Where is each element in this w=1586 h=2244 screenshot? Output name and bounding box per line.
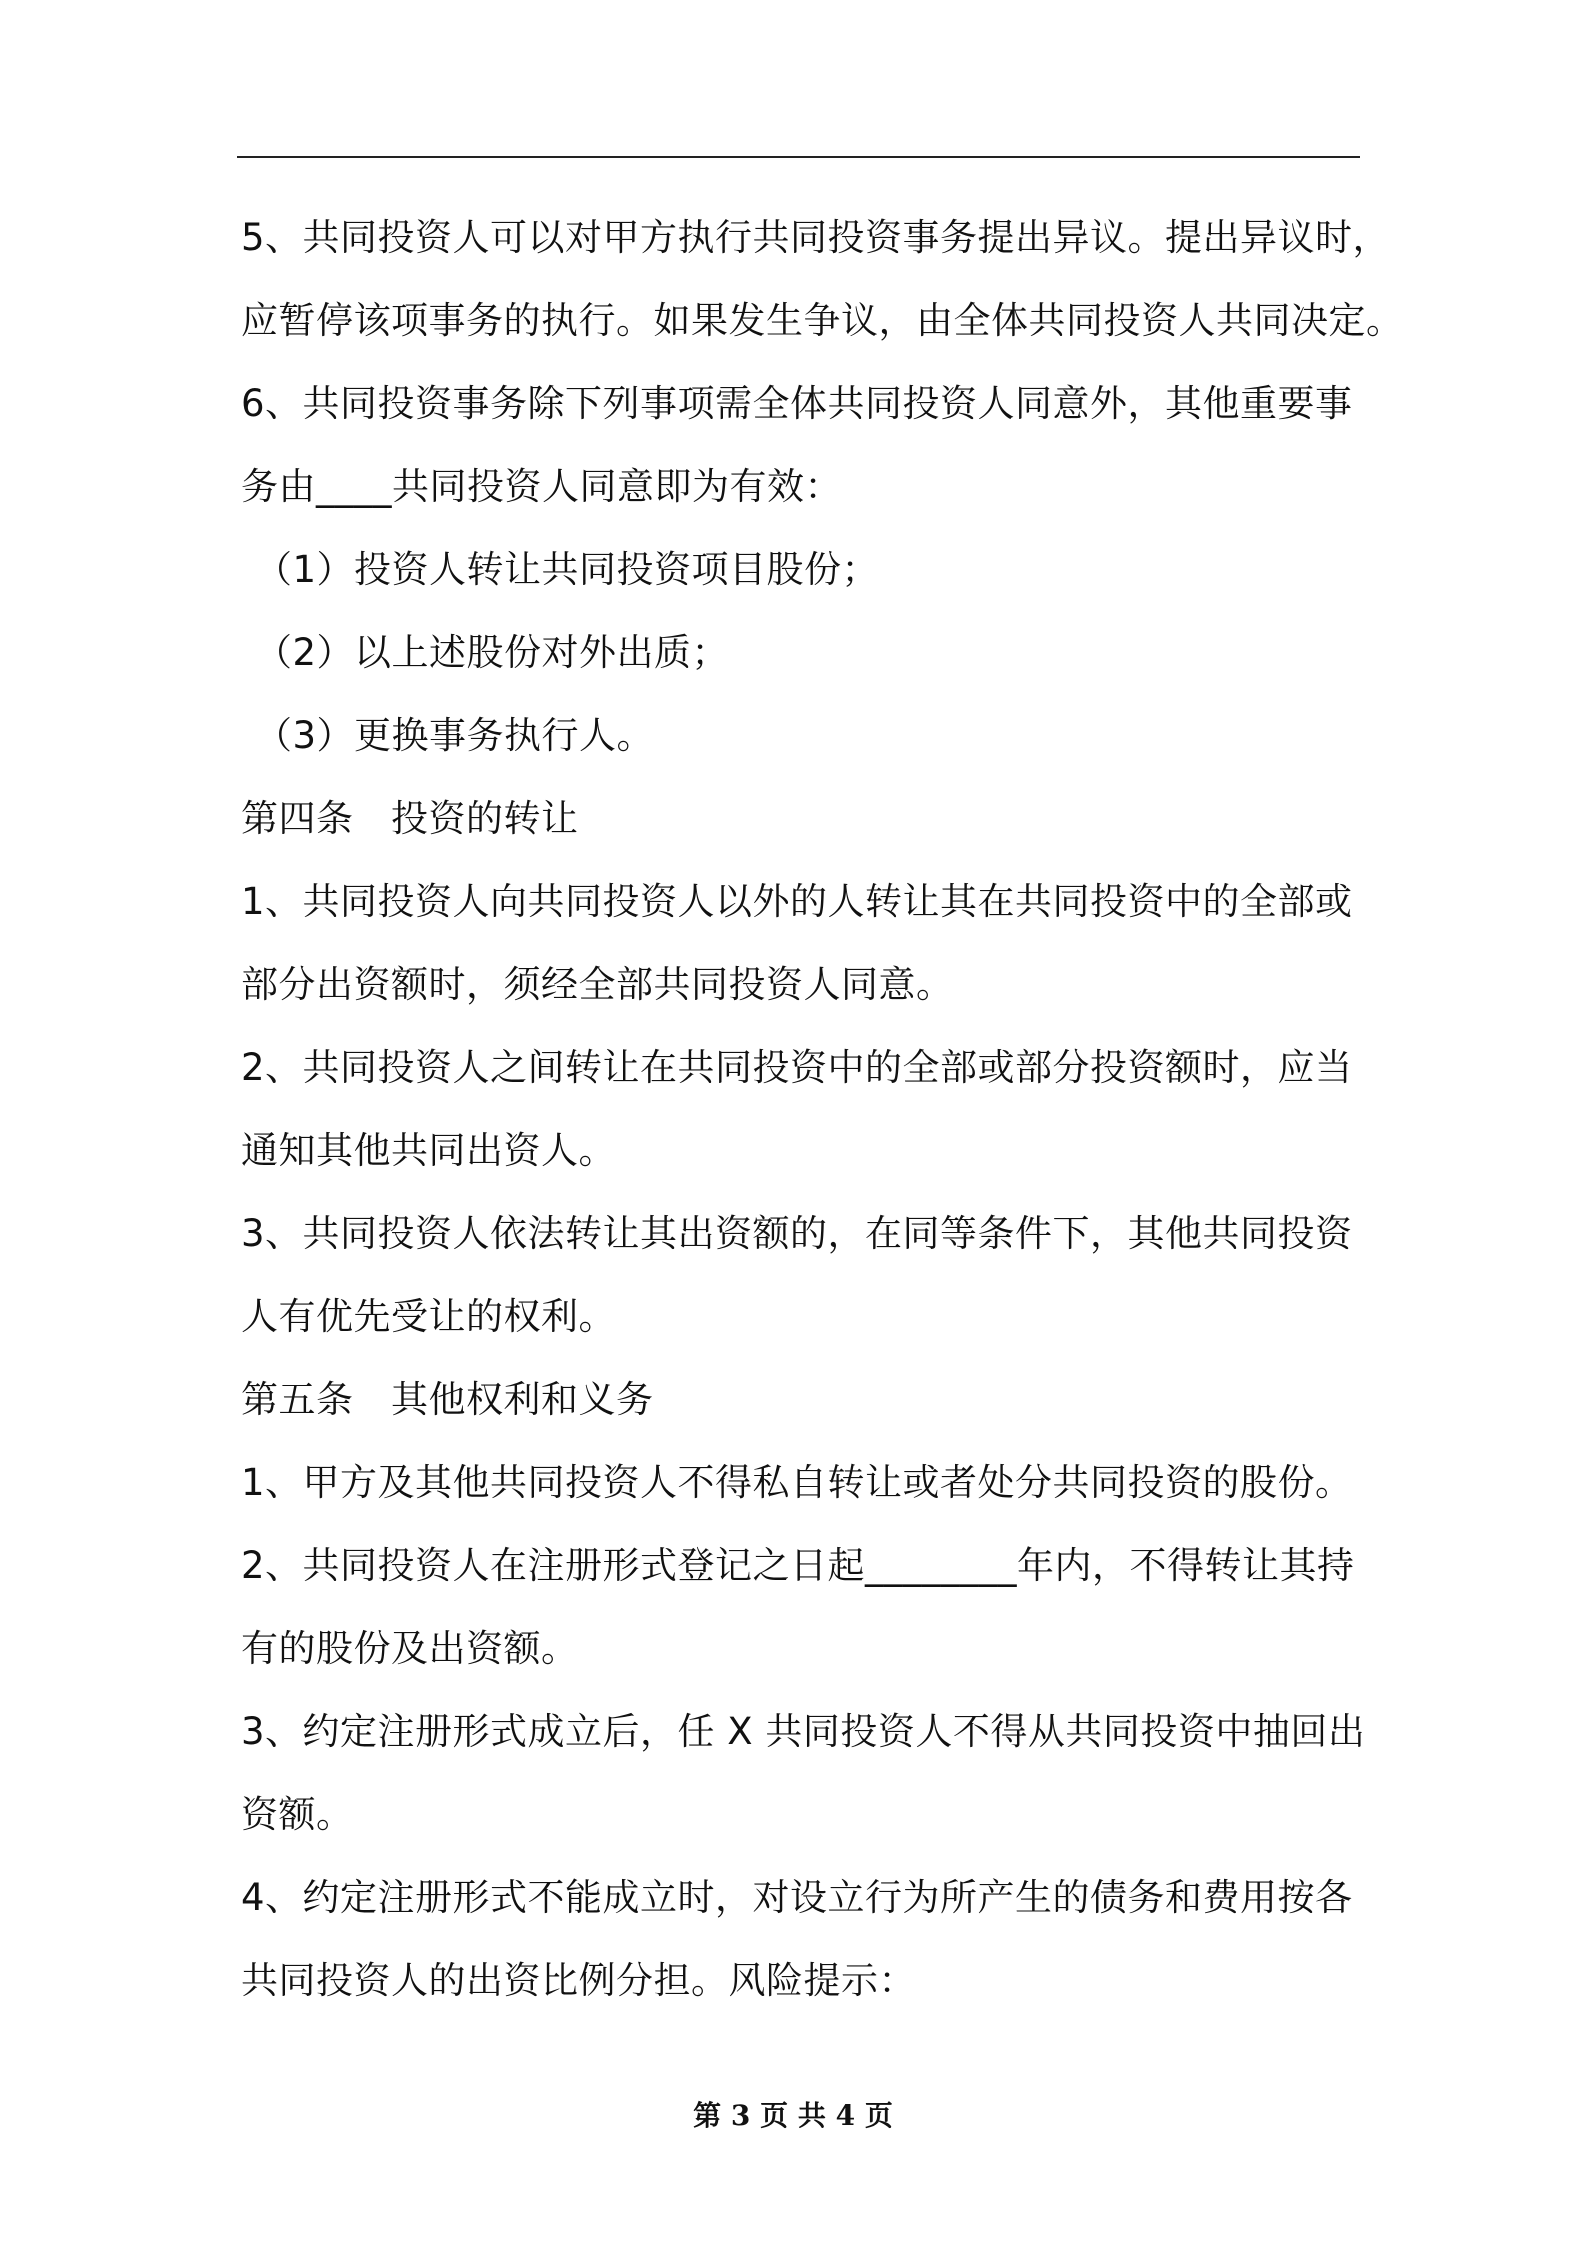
text-line: 共同投资人的出资比例分担。风险提示： xyxy=(241,1959,916,2002)
header-rule xyxy=(237,156,1360,158)
text-line: 1、共同投资人向共同投资人以外的人转让其在共同投资中的全部或 xyxy=(241,880,1353,923)
text-line: 5、共同投资人可以对甲方执行共同投资事务提出异议。提出异议时， xyxy=(241,216,1391,259)
text-line: 人有优先受让的权利。 xyxy=(241,1295,616,1338)
section-heading: 第四条 投资的转让 xyxy=(241,797,579,840)
text-line: 2、共同投资人在注册形式登记之日起________年内，不得转让其持 xyxy=(241,1544,1355,1587)
text-line: 通知其他共同出资人。 xyxy=(241,1129,616,1172)
text-line: 3、约定注册形式成立后，任 X 共同投资人不得从共同投资中抽回出 xyxy=(241,1710,1366,1753)
text-line: 1、甲方及其他共同投资人不得私自转让或者处分共同投资的股份。 xyxy=(241,1461,1353,1504)
text-line: 4、约定注册形式不能成立时，对设立行为所产生的债务和费用按各 xyxy=(241,1876,1353,1919)
text-line: 资额。 xyxy=(241,1793,354,1836)
text-line: 3、共同投资人依法转让其出资额的，在同等条件下，其他共同投资 xyxy=(241,1212,1353,1255)
text-line: 部分出资额时，须经全部共同投资人同意。 xyxy=(241,963,954,1006)
text-line: 2、共同投资人之间转让在共同投资中的全部或部分投资额时，应当 xyxy=(241,1046,1353,1089)
list-item: （1）投资人转让共同投资项目股份； xyxy=(255,548,880,591)
list-item: （2）以上述股份对外出质； xyxy=(255,631,730,674)
text-line: 有的股份及出资额。 xyxy=(241,1627,579,1670)
text-line: 务由____共同投资人同意即为有效： xyxy=(241,465,842,508)
text-line: 应暂停该项事务的执行。如果发生争议，由全体共同投资人共同决定。 xyxy=(241,299,1404,342)
text-line: 6、共同投资事务除下列事项需全体共同投资人同意外，其他重要事 xyxy=(241,382,1353,425)
list-item: （3）更换事务执行人。 xyxy=(255,714,655,757)
section-heading: 第五条 其他权利和义务 xyxy=(241,1378,654,1421)
page-number: 第 3 页 共 4 页 xyxy=(693,2099,893,2132)
document-body xyxy=(241,196,1404,2022)
